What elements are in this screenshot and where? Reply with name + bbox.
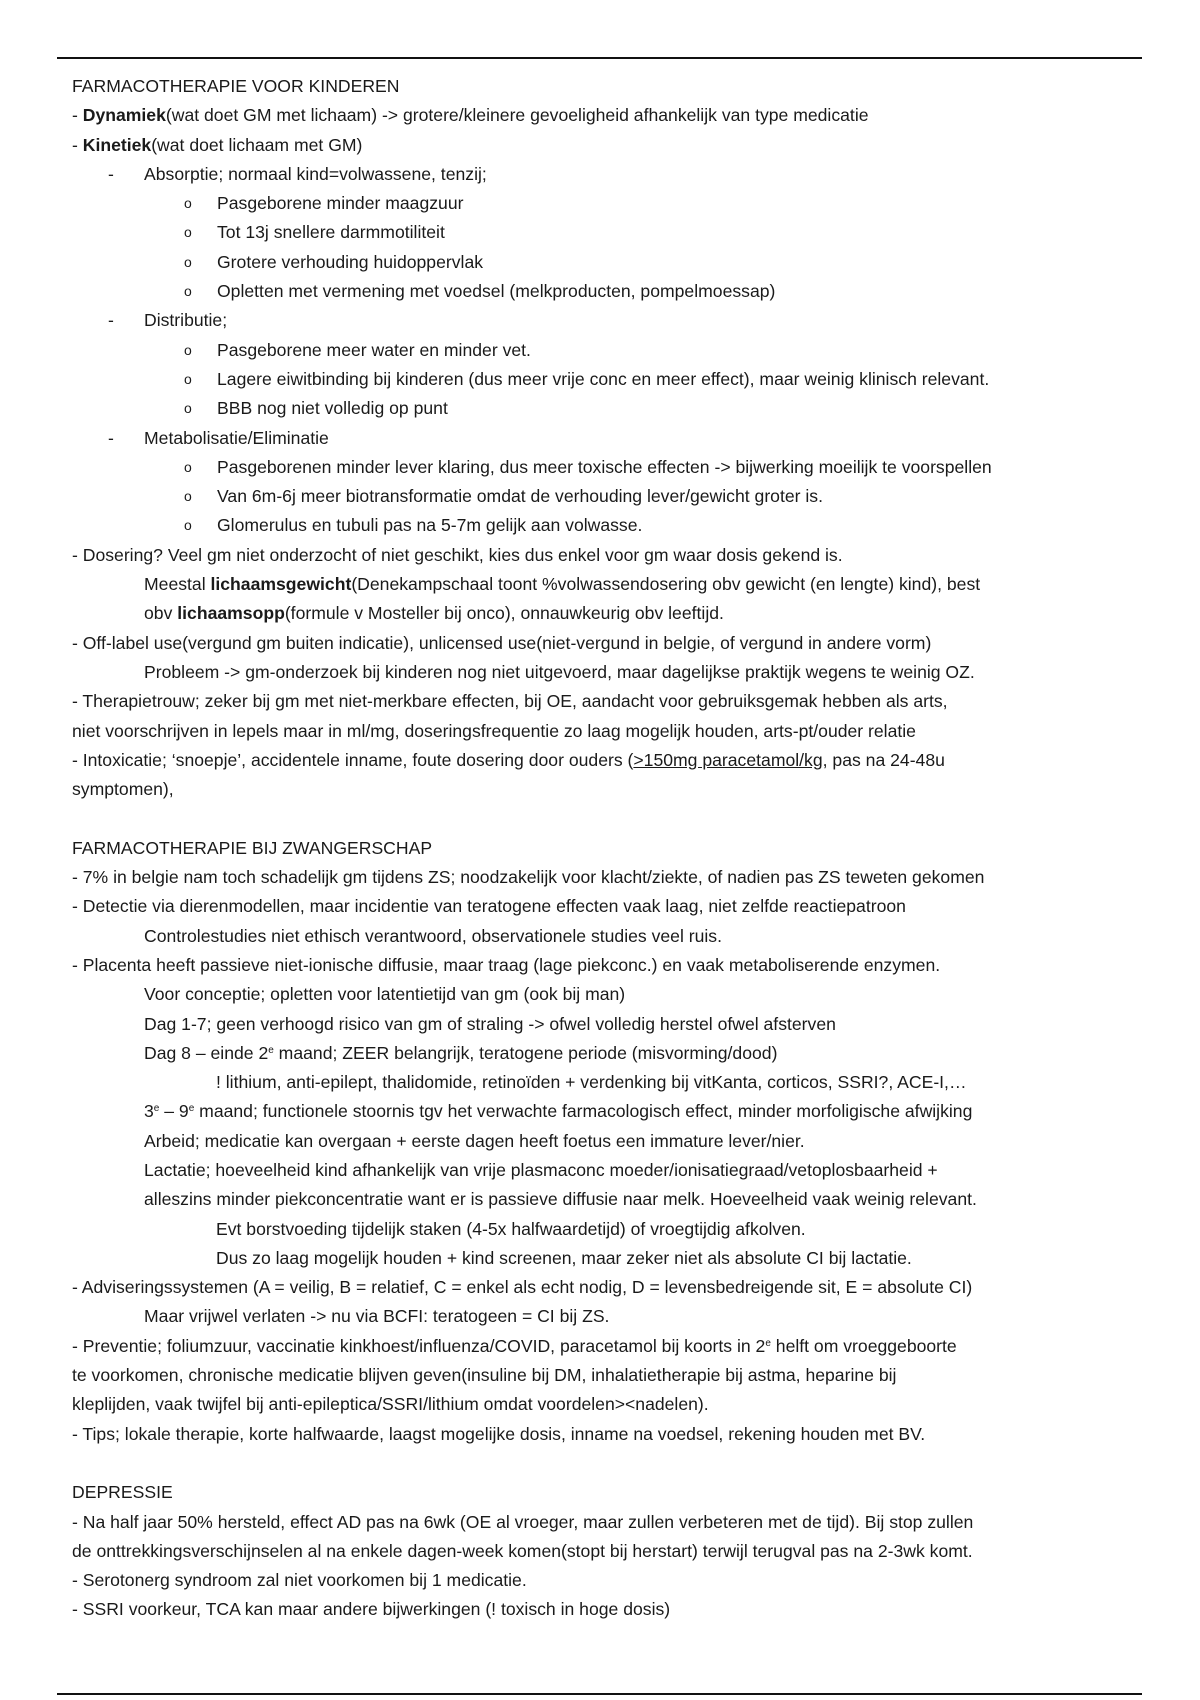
dosering-gewicht-line	[72, 570, 1147, 599]
list-item	[72, 394, 1147, 423]
circle-bullet: o	[184, 195, 192, 212]
paragraph-line: Dus zo laag mogelijk houden + kind screenen, maar zeker niet als absolute CI bij lactatie.	[216, 1247, 912, 1268]
paragraph-line: te voorkomen, chronische medicatie blijven geven(insuline bij DM, inhalatietherapie bij astma, heparine bij	[72, 1365, 897, 1386]
paragraph-line: de onttrekkingsverschijnselen al na enkele dagen-week komen(stopt bij herstart) terwijl terugval pas na 2-3wk komt.	[72, 1540, 973, 1561]
dynamiek-term: Dynamiek	[82, 105, 166, 126]
list-item	[72, 248, 1147, 277]
dynamiek-line	[72, 101, 1147, 130]
paragraph-line	[72, 1039, 1147, 1068]
top-rule	[57, 57, 1142, 59]
list-item	[72, 336, 1147, 365]
absorptie-label: Absorptie; normaal kind=volwassene, tenzij;	[144, 163, 487, 184]
circle-bullet: o	[184, 224, 192, 241]
dynamiek-text: (wat doet GM met lichaam) -> grotere/kleinere gevoeligheid afhankelijk van type medicatie	[165, 105, 869, 126]
superscript: e	[268, 1044, 274, 1056]
document-body	[72, 72, 1147, 1625]
kinetiek-prefix: -	[72, 134, 83, 155]
intoxicatie-line-2: symptomen),	[72, 779, 174, 800]
spacer	[72, 804, 1147, 833]
distributie-label: Distributie;	[144, 310, 228, 331]
circle-bullet: o	[184, 341, 192, 358]
paragraph-line: - Adviseringssystemen (A = veilig, B = relatief, C = enkel als echt nodig, D = levensbedreigende sit, E = absolute CI)	[72, 1277, 973, 1298]
paragraph-line: Voor conceptie; opletten voor latentietijd van gm (ook bij man)	[144, 984, 626, 1005]
therapietrouw-line-2: niet voorschrijven in lepels maar in ml/mg, doseringsfrequentie zo laag mogelijk houden, arts-pt/ouder relatie	[72, 720, 916, 741]
list-item-text: Pasgeborene minder maagzuur	[217, 193, 464, 214]
paragraph-line: - Serotonerg syndroom zal niet voorkomen bij 1 medicatie.	[72, 1570, 527, 1591]
dynamiek-prefix: -	[72, 105, 83, 126]
text-span: maand; functionele stoornis tgv het verwachte farmacologisch effect, minder morfoligische afwijking	[194, 1101, 973, 1122]
kinetiek-text: (wat doet lichaam met GM)	[151, 134, 363, 155]
text-span: (Denekampschaal toont %volwassendosering obv gewicht (en lengte) kind), best	[351, 574, 981, 595]
paragraph-line: - Detectie via dierenmodellen, maar incidentie van teratogene effecten vaak laag, niet zelfde reactiepatroon	[72, 896, 906, 917]
spacer	[72, 1449, 1147, 1478]
paragraph-line	[72, 1097, 1147, 1126]
section-title-zwangerschap: FARMACOTHERAPIE BIJ ZWANGERSCHAP	[72, 837, 433, 858]
bottom-rule	[57, 1693, 1142, 1695]
list-item-text: Lagere eiwitbinding bij kinderen (dus meer vrije conc en meer effect), maar weinig klinisch relevant.	[217, 368, 990, 389]
superscript: e	[765, 1337, 771, 1349]
list-item	[72, 218, 1147, 247]
dash-bullet: -	[108, 427, 114, 448]
offlabel-line: - Off-label use(vergund gm buiten indicatie), unlicensed use(niet-vergund in belgie, of vergund in andere vorm)	[72, 632, 932, 653]
list-item	[72, 482, 1147, 511]
paragraph-line: - 7% in belgie nam toch schadelijk gm tijdens ZS; noodzakelijk voor klacht/ziekte, of nadien pas ZS teweten gekomen	[72, 867, 985, 888]
paragraph-line: Controlestudies niet ethisch verantwoord, observationele studies veel ruis.	[144, 925, 722, 946]
text-span: - Intoxicatie; ‘snoepje’, accidentele inname, foute dosering door ouders (	[72, 749, 634, 770]
paragraph-line: - Placenta heeft passieve niet-ionische diffusie, maar traag (lage piekconc.) en vaak metaboliserende enzymen.	[72, 954, 941, 975]
paragraph-line: Evt borstvoeding tijdelijk staken (4-5x halfwaardetijd) of vroegtijdig afkolven.	[216, 1218, 806, 1239]
paragraph-line: Dag 1-7; geen verhoogd risico van gm of straling -> ofwel volledig herstel ofwel afsterven	[144, 1013, 836, 1034]
paragraph-line: kleplijden, vaak twijfel bij anti-epileptica/SSRI/lithium omdat voordelen><nadelen).	[72, 1394, 709, 1415]
paragraph-line: - SSRI voorkeur, TCA kan maar andere bijwerkingen (! toxisch in hoge dosis)	[72, 1599, 671, 1620]
bold-term: lichaamsgewicht	[210, 574, 352, 595]
superscript: e	[188, 1103, 195, 1115]
bold-term: lichaamsopp	[177, 603, 285, 624]
circle-bullet: o	[184, 458, 192, 475]
dosering-opp-line	[72, 599, 1147, 628]
metabolisatie-label: Metabolisatie/Eliminatie	[144, 427, 329, 448]
text-span: helft om vroeggeboorte	[770, 1335, 957, 1356]
text-span: 3	[144, 1101, 154, 1122]
list-item-text: Van 6m-6j meer biotransformatie omdat de verhouding lever/gewicht groter is.	[217, 486, 823, 507]
paragraph-line: ! lithium, anti-epilept, thalidomide, retinoïden + verdenking bij vitKanta, corticos, SSRI?, ACE-I,…	[216, 1072, 967, 1093]
text-span: , pas na 24-48u	[822, 749, 945, 770]
list-item-text: Opletten met vermening met voedsel (melkproducten, pompelmoessap)	[217, 281, 776, 302]
text-span: Dag 8 – einde 2	[144, 1042, 269, 1063]
text-span: obv	[144, 603, 178, 624]
paragraph-line: - Na half jaar 50% hersteld, effect AD pas na 6wk (OE al vroeger, maar zullen verbeteren met de tijd). Bij stop zullen	[72, 1511, 974, 1532]
intoxicatie-line	[72, 746, 1147, 775]
list-item-text: Grotere verhouding huidoppervlak	[217, 251, 484, 272]
list-item	[72, 453, 1147, 482]
offlabel-probleem-line: Probleem -> gm-onderzoek bij kinderen nog niet uitgevoerd, maar dagelijkse praktijk wegens te weinig OZ.	[144, 661, 975, 682]
list-item	[72, 511, 1147, 540]
text-span: - Preventie; foliumzuur, vaccinatie kinkhoest/influenza/COVID, paracetamol bij koorts in 2	[72, 1335, 766, 1356]
circle-bullet: o	[184, 253, 192, 270]
text-span: – 9	[159, 1101, 189, 1122]
circle-bullet: o	[184, 488, 192, 505]
list-item-text: Tot 13j snellere darmmotiliteit	[217, 222, 445, 243]
underlined-dose: >150mg paracetamol/kg	[633, 749, 823, 770]
paragraph-line: Arbeid; medicatie kan overgaan + eerste dagen heeft foetus een immature lever/nier.	[144, 1130, 805, 1151]
absorptie-heading	[72, 160, 1147, 189]
paragraph-line: alleszins minder piekconcentratie want er is passieve diffusie naar melk. Hoeveelheid vaak weinig relevant.	[144, 1189, 977, 1210]
paragraph-line: Lactatie; hoeveelheid kind afhankelijk van vrije plasmaconc moeder/ionisatiegraad/vetoplosbaarheid +	[144, 1159, 938, 1180]
dosering-line: - Dosering? Veel gm niet onderzocht of niet geschikt, kies dus enkel voor gm waar dosis gekend is.	[72, 544, 843, 565]
text-span: (formule v Mosteller bij onco), onnauwkeurig obv leeftijd.	[284, 603, 724, 624]
paragraph-line	[72, 1332, 1147, 1361]
list-item-text: Glomerulus en tubuli pas na 5-7m gelijk aan volwasse.	[217, 515, 643, 536]
text-span: maand; ZEER belangrijk, teratogene periode (misvorming/dood)	[273, 1042, 778, 1063]
paragraph-line: Maar vrijwel verlaten -> nu via BCFI: teratogeen = CI bij ZS.	[144, 1306, 610, 1327]
paragraph-line: - Tips; lokale therapie, korte halfwaarde, laagst mogelijke dosis, inname na voedsel, rekening houden met BV.	[72, 1423, 926, 1444]
text-span: Meestal	[144, 574, 211, 595]
dash-bullet: -	[108, 310, 114, 331]
dash-bullet: -	[108, 163, 114, 184]
therapietrouw-line: - Therapietrouw; zeker bij gm met niet-merkbare effecten, bij OE, aandacht voor gebruiksgemak hebben als arts,	[72, 691, 948, 712]
list-item	[72, 189, 1147, 218]
distributie-heading	[72, 306, 1147, 335]
section-title-kinderen: FARMACOTHERAPIE VOOR KINDEREN	[72, 76, 400, 96]
circle-bullet: o	[184, 283, 192, 300]
list-item-text: Pasgeborene meer water en minder vet.	[217, 339, 531, 360]
superscript: e	[153, 1103, 160, 1115]
kinetiek-line	[72, 131, 1147, 160]
metabolisatie-heading	[72, 424, 1147, 453]
list-item	[72, 365, 1147, 394]
kinetiek-term: Kinetiek	[82, 134, 152, 155]
circle-bullet: o	[184, 400, 192, 417]
list-item-text: BBB nog niet volledig op punt	[217, 398, 448, 419]
circle-bullet: o	[184, 517, 192, 534]
circle-bullet: o	[184, 370, 192, 387]
section-title-depressie: DEPRESSIE	[72, 1482, 173, 1503]
list-item-text: Pasgeborenen minder lever klaring, dus meer toxische effecten -> bijwerking moeilijk te voorspellen	[217, 456, 992, 477]
list-item	[72, 277, 1147, 306]
